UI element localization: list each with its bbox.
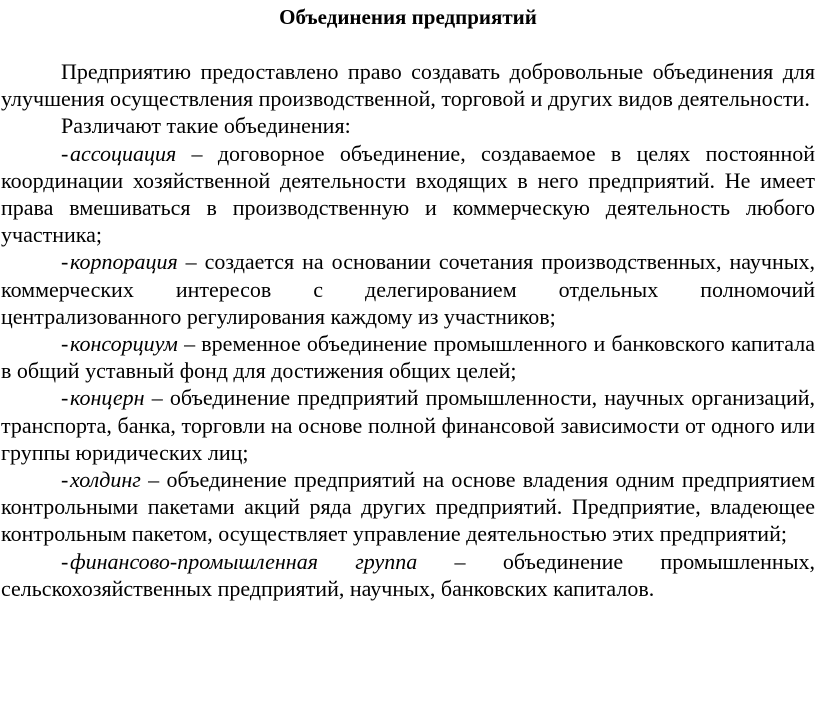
- list-dash: -: [61, 385, 69, 411]
- list-dash: -: [61, 249, 69, 275]
- definition-financial-industrial-group: – объединение промышленных, сельскохозяйственных предприятий, научных, банковских капиталов.: [1, 548, 815, 601]
- term-corporation: корпорация: [70, 249, 178, 275]
- list-item-consortium: [1, 330, 815, 384]
- list-item-holding: [1, 466, 815, 548]
- term-concern: концерн: [70, 385, 145, 411]
- list-item-financial-industrial-group: [1, 548, 815, 602]
- term-association: ассоциация: [70, 140, 177, 166]
- list-item-association: [1, 140, 815, 249]
- intro-paragraph: Предприятию предоставлено право создавать добровольные объединения для улучшения осуществления производственной, торговой и других видов деятельности.: [1, 59, 815, 112]
- list-dash: -: [61, 331, 69, 357]
- term-financial-industrial-group: финансово-промышленная группа: [70, 548, 418, 574]
- term-holding: холдинг: [70, 467, 141, 493]
- list-dash: -: [61, 140, 69, 166]
- definition-holding: – объединение предприятий на основе владения одним предприятием контрольными пакетами акций ряда других предприятий. Предприятие, владеющее контрольным пакетом, осуществляет управление деятельностью этих предприятий;: [1, 467, 815, 547]
- document-title: Объединения предприятий: [279, 5, 537, 29]
- definition-consortium: – временное объединение промышленного и банковского капитала в общий уставный фонд для достижения общих целей;: [1, 331, 815, 384]
- list-intro: Различают такие объединения:: [61, 113, 351, 139]
- definition-concern: – объединение предприятий промышленности, научных организаций, транспорта, банка, торговли на основе полной финансовой зависимости от одного или группы юридических лиц;: [1, 385, 815, 465]
- term-consortium: консорциум: [70, 331, 178, 357]
- definition-association: – договорное объединение, создаваемое в целях постоянной координации хозяйственной деятельности входящих в него предприятий. Не имеет права вмешиваться в производственную и коммерческую деятельность любого участника;: [1, 140, 815, 248]
- list-dash: -: [61, 467, 69, 493]
- list-item-concern: [1, 384, 815, 466]
- definition-corporation: – создается на основании сочетания производственных, научных, коммерческих интересов с делегированием отдельных полномочий централизованного регулирования каждому из участников;: [1, 249, 815, 329]
- list-item-corporation: [1, 248, 815, 330]
- list-dash: -: [61, 548, 69, 574]
